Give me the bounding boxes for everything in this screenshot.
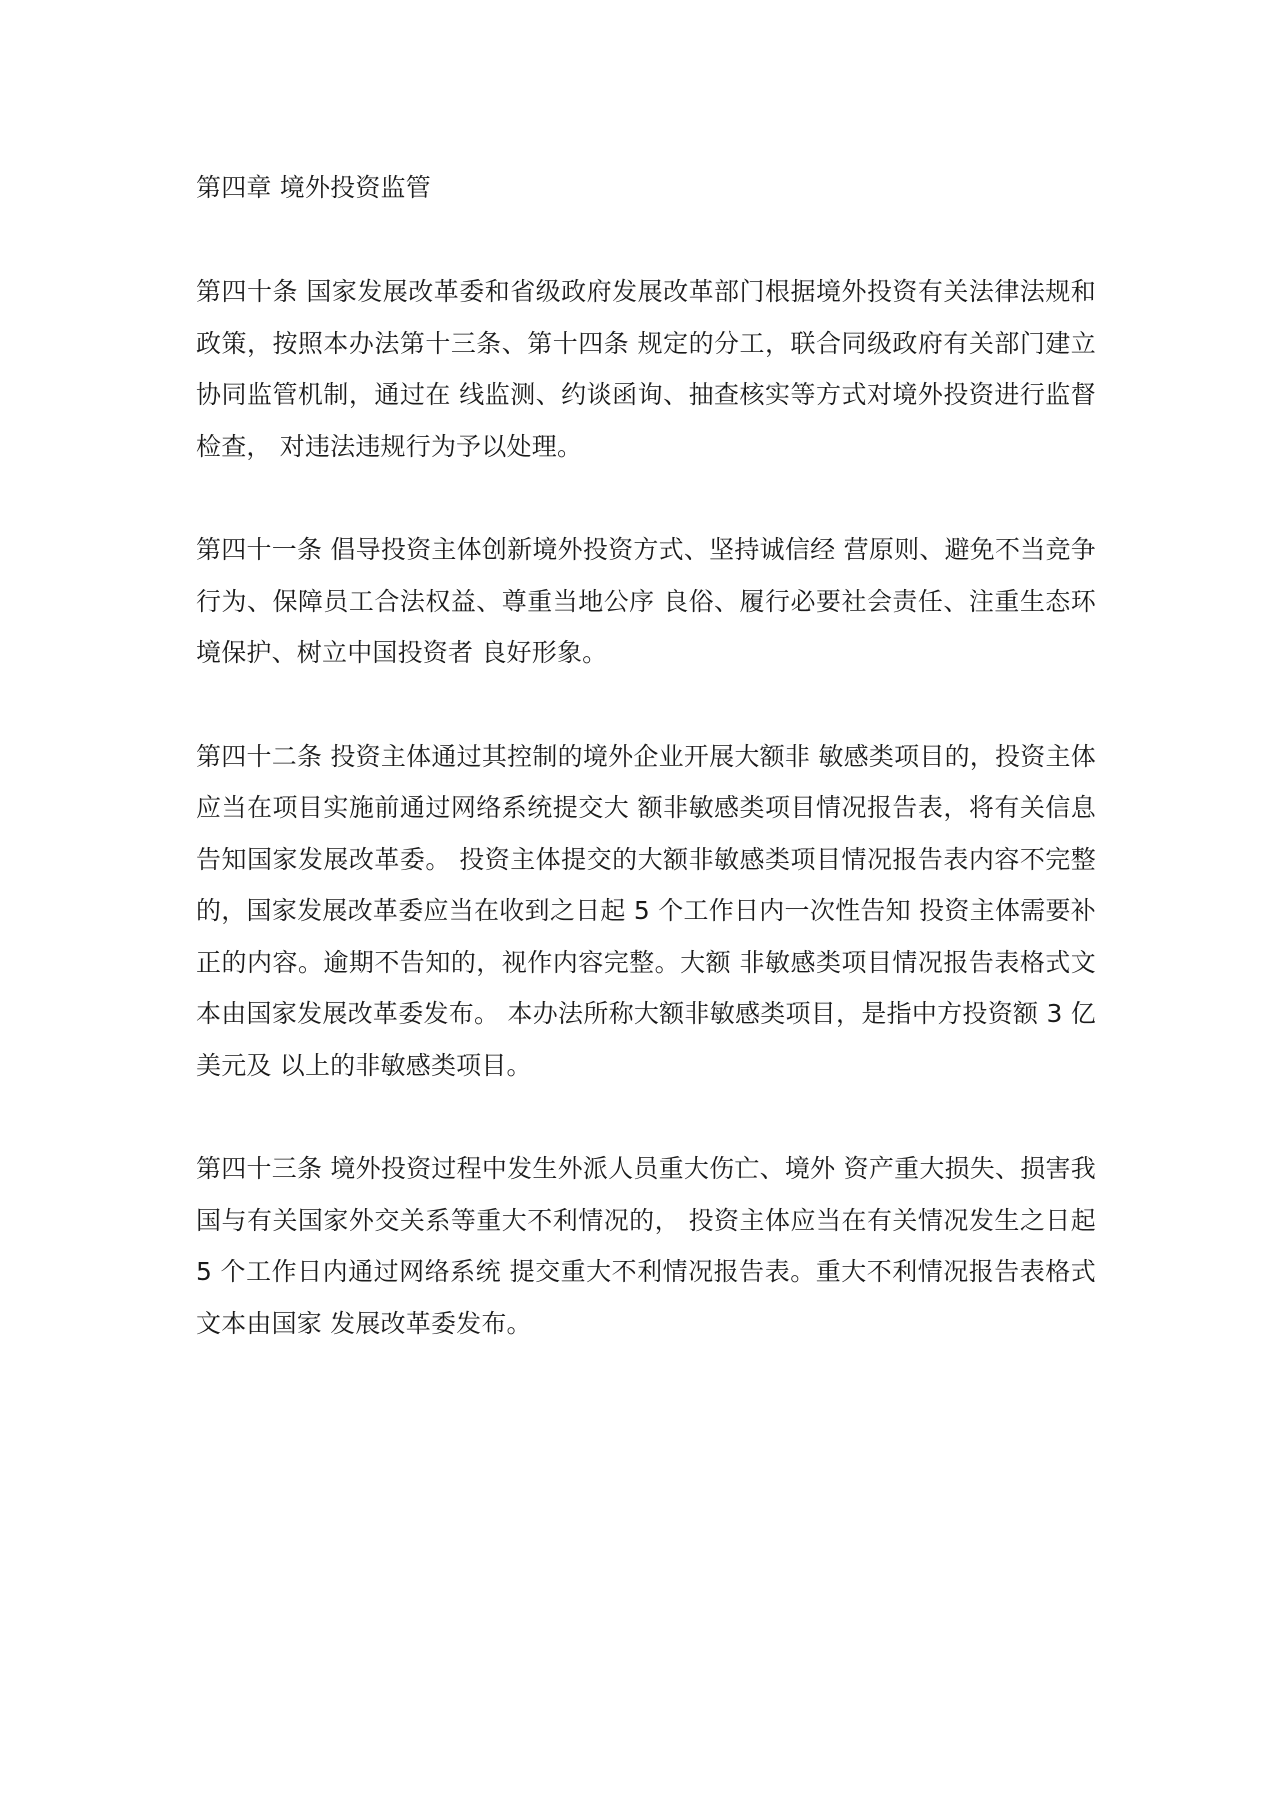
article-42: 第四十二条 投资主体通过其控制的境外企业开展大额非 敏感类项目的，投资主体应当在项目实施前通过网络系统提交大 额非敏感类项目情况报告表，将有关信息告知国家发展改革委。 投资主体提交的大额非敏感类项目情况报告表内容不完整 的，国家发展改革委应当在收到之日起 5 个工作日内一次性告知 投资主体需要补正的内容。逾期不告知的，视作内容完整。大额 非敏感类项目情况报告表格式文本由国家发展改革委发布。 本办法所称大额非敏感类项目，是指中方投资额 3 亿美元及 以上的非敏感类项目。 (196, 741, 1096, 1080)
article-43: 第四十三条 境外投资过程中发生外派人员重大伤亡、境外 资产重大损失、损害我国与有关国家外交关系等重大不利情况的， 投资主体应当在有关情况发生之日起 5 个工作日内通过网络系统 提交重大不利情况报告表。重大不利情况报告表格式文本由国家 发展改革委发布。 (196, 1154, 1096, 1338)
article-40: 第四十条 国家发展改革委和省级政府发展改革部门根据境外投资有关法律法规和政策，按照本办法第十三条、第十四条 规定的分工，联合同级政府有关部门建立协同监管机制，通过在 线监测、约谈函询、抽查核实等方式对境外投资进行监督检查， 对违法违规行为予以处理。 (196, 277, 1096, 461)
chapter-title: 第四章 境外投资监管 (196, 173, 431, 202)
document-body (196, 168, 1096, 1401)
article-41: 第四十一条 倡导投资主体创新境外投资方式、坚持诚信经 营原则、避免不当竞争行为、保障员工合法权益、尊重当地公序 良俗、履行必要社会责任、注重生态环境保护、树立中国投资者 良好形象。 (196, 535, 1096, 667)
